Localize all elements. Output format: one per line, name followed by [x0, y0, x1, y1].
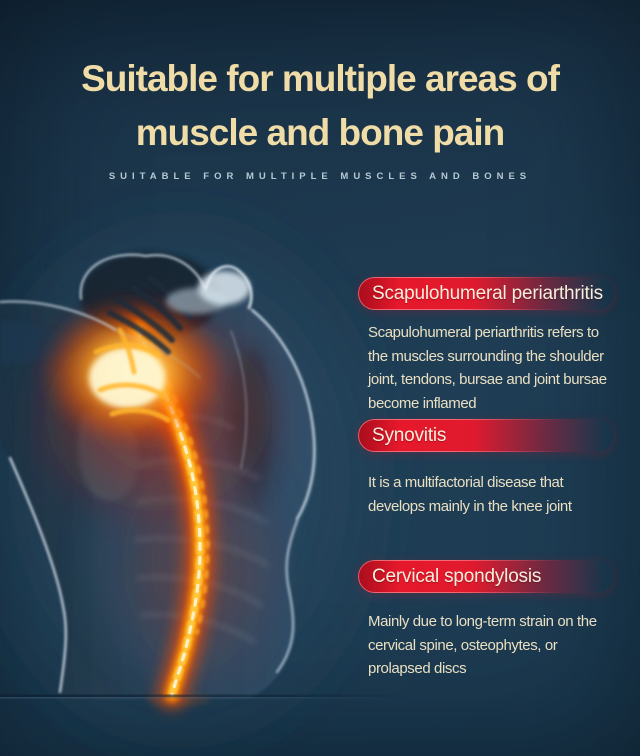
subtitle: SUITABLE FOR MULTIPLE MUSCLES AND BONES — [108, 171, 532, 182]
condition-pill — [358, 560, 614, 593]
condition-description: Mainly due to long-term strain on the cervical spine, osteophytes, or prolapsed discs — [368, 613, 597, 677]
spine-reflection — [146, 694, 210, 706]
header — [0, 0, 640, 182]
condition-block-synovitis — [358, 419, 630, 518]
condition-pill — [358, 277, 614, 310]
condition-description: It is a multifactorial disease that develops mainly in the knee joint — [368, 474, 572, 515]
condition-label: Scapulohumeral periarthritis — [372, 283, 603, 304]
title-line-2: muscle and bone pain — [135, 112, 505, 153]
title-line-1: Suitable for multiple areas of — [81, 58, 559, 99]
shoulder-highlight — [166, 288, 226, 314]
condition-label: Cervical spondylosis — [372, 566, 542, 587]
floor-line-shadow — [0, 695, 410, 698]
page-title — [0, 0, 640, 160]
condition-block-scapulohumeral — [358, 277, 630, 415]
condition-description: Scapulohumeral periarthritis refers to the muscles surrounding the shoulder joint, tendons, bursae and joint bursae become inflamed — [368, 324, 607, 412]
condition-pill — [358, 419, 614, 452]
condition-block-cervical — [358, 560, 630, 681]
condition-label: Synovitis — [372, 425, 447, 446]
neck-glow-core — [89, 348, 165, 408]
